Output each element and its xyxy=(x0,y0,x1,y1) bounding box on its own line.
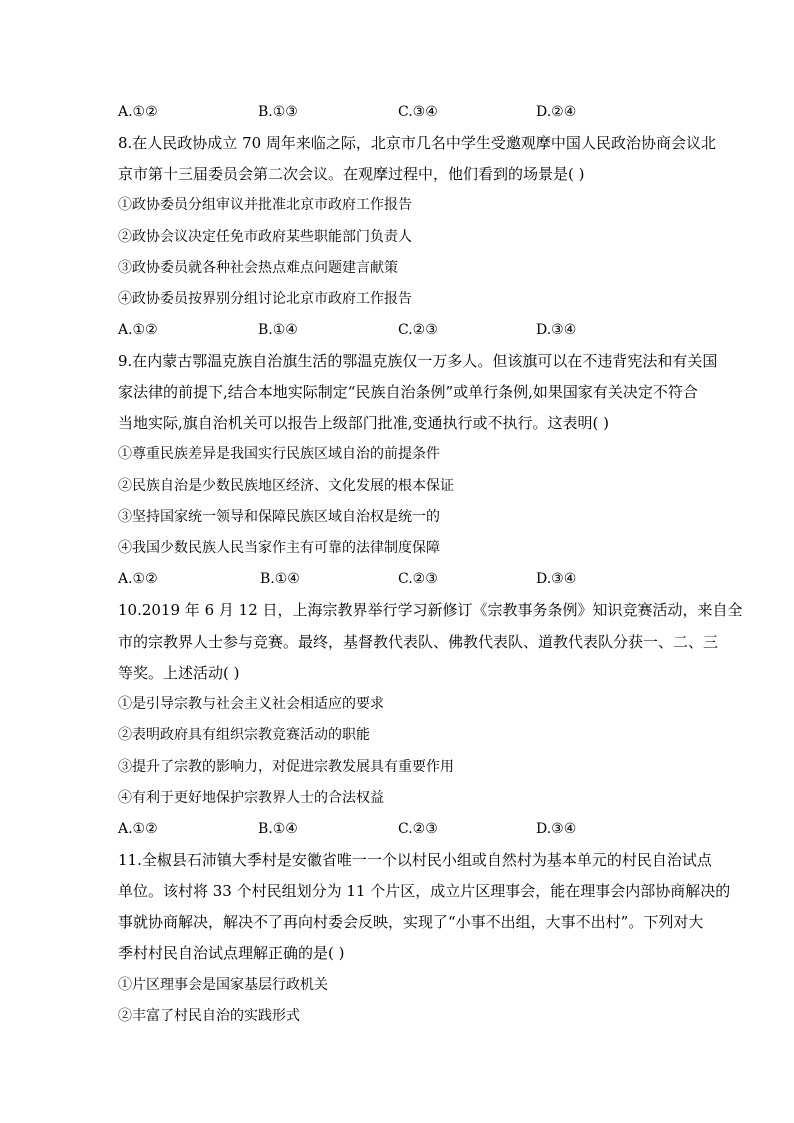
q8-answer-row xyxy=(118,320,638,340)
q9-option-3: ③坚持国家统一领导和保障民族区域自治权是统一的 xyxy=(118,509,440,525)
answer-b: B.①④ xyxy=(258,821,298,837)
q9-option-2: ②民族自治是少数民族地区经济、文化发展的根本保证 xyxy=(118,478,454,494)
answer-c: C.②③ xyxy=(398,571,438,587)
q8-option-1: ①政协委员分组审议并批准北京市政府工作报告 xyxy=(118,197,412,213)
answer-d: D.③④ xyxy=(536,821,577,837)
answer-b: B.①③ xyxy=(258,104,298,120)
q10-option-4: ④有利于更好地保护宗教界人士的合法权益 xyxy=(118,790,384,806)
answer-d: D.③④ xyxy=(536,322,577,338)
q11-stem-line-4: 季村村民自治试点理解正确的是( ) xyxy=(118,944,345,962)
answer-a: A.①② xyxy=(118,821,158,837)
q9-stem-line-3: 当地实际,旗自治机关可以报告上级部门批准,变通执行或不执行。这表明( ) xyxy=(118,414,610,432)
q10-answer-row xyxy=(118,819,638,839)
answer-a: A.①② xyxy=(118,322,158,338)
q8-option-2: ②政协会议决定任免市政府某些职能部门负责人 xyxy=(118,229,412,245)
answer-b: B.①④ xyxy=(258,322,298,338)
answer-c: C.②③ xyxy=(398,322,438,338)
q8-option-3: ③政协委员就各种社会热点难点问题建言献策 xyxy=(118,260,398,276)
q11-stem-line-1: 11.全椒县石沛镇大季村是安徽省唯一一个以村民小组或自然村为基本单元的村民自治试点 xyxy=(118,851,712,869)
q8-stem-line-2: 京市第十三届委员会第二次会议。在观摩过程中，他们看到的场景是( ) xyxy=(118,165,585,183)
q10-option-3: ③提升了宗教的影响力，对促进宗教发展具有重要作用 xyxy=(118,759,454,775)
answer-a: A.①② xyxy=(118,104,158,120)
q9-stem-line-1: 9.在内蒙古鄂温克族自治旗生活的鄂温克族仅一万多人。但该旗可以在不违背宪法和有关国 xyxy=(118,352,718,370)
answer-c: C.②③ xyxy=(398,821,438,837)
q10-option-2: ②表明政府具有组织宗教竞赛活动的职能 xyxy=(118,727,370,743)
q7-answer-row xyxy=(118,102,638,122)
q9-answer-row xyxy=(118,569,638,589)
answer-d: D.③④ xyxy=(536,571,577,587)
answer-c: C.③④ xyxy=(398,104,438,120)
answer-d: D.②④ xyxy=(536,104,577,120)
q8-stem-line-1: 8.在人民政协成立 70 周年来临之际，北京市几名中学生受邀观摩中国人民政治协商会议北 xyxy=(118,134,716,152)
q11-stem-line-2: 单位。该村将 33 个村民组划分为 11 个片区，成立片区理事会，能在理事会内部协商解决的 xyxy=(118,882,731,900)
q9-option-4: ④我国少数民族人民当家作主有可靠的法律制度保障 xyxy=(118,540,440,556)
answer-b: B.①④ xyxy=(260,571,300,587)
q11-option-2: ②丰富了村民自治的实践形式 xyxy=(118,1008,300,1024)
q10-stem-line-1: 10.2019 年 6 月 12 日，上海宗教界举行学习新修订《宗教事务条例》知识竞赛活动，来自全 xyxy=(118,601,743,619)
q11-option-1: ①片区理事会是国家基层行政机关 xyxy=(118,977,328,993)
answer-a: A.①② xyxy=(118,571,158,587)
q10-option-1: ①是引导宗教与社会主义社会相适应的要求 xyxy=(118,696,384,712)
q10-stem-line-2: 市的宗教界人士参与竞赛。最终，基督教代表队、佛教代表队、道教代表队分获一、二、三 xyxy=(118,633,719,651)
q8-option-4: ④政协委员按界别分组讨论北京市政府工作报告 xyxy=(118,291,412,307)
q9-stem-line-2: 家法律的前提下,结合本地实际制定“民族自治条例”或单行条例,如果国家有关决定不符合 xyxy=(118,383,698,401)
q9-option-1: ①尊重民族差异是我国实行民族区域自治的前提条件 xyxy=(118,446,440,462)
q11-stem-line-3: 事就协商解决，解决不了再向村委会反映，实现了“小事不出组，大事不出村”。下列对大 xyxy=(118,913,704,931)
q10-stem-line-3: 等奖。上述活动( ) xyxy=(118,664,240,682)
